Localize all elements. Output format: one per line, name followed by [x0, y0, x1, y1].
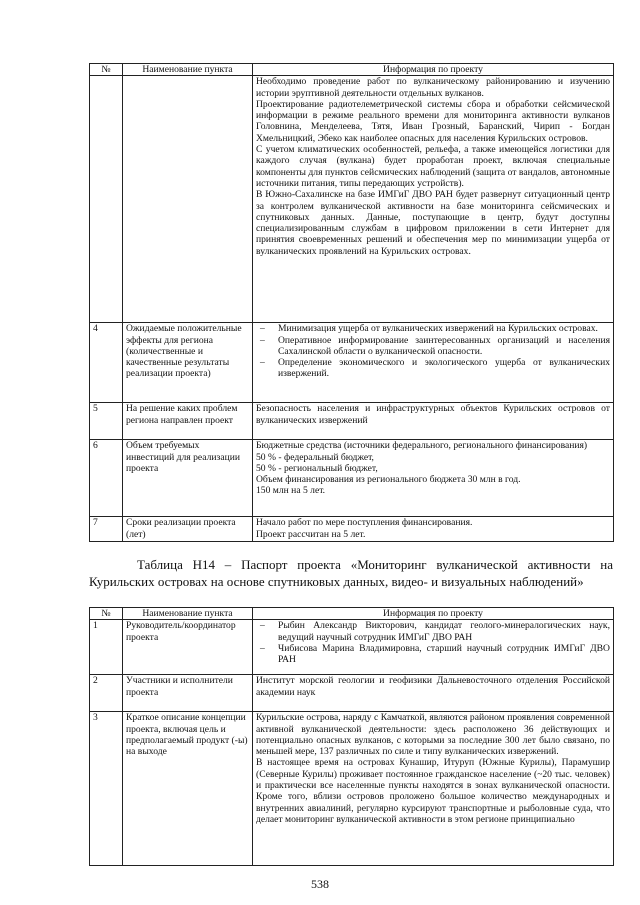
info-paragraph: Необходимо проведение работ по вулканическому районированию и изучению истории эруптивной деятельности отдельных вулканов. [256, 76, 610, 99]
table-header-row [90, 608, 614, 620]
row-item-name [123, 76, 253, 323]
info-line: Проект рассчитан на 5 лет. [256, 528, 366, 540]
header-item-name: Наименование пункта [123, 608, 253, 620]
list-item: – Рыбин Александр Викторович, кандидат геолого-минералогических наук, ведущий научный сотрудник ИМГиГ ДВО РАН [256, 620, 610, 643]
info-line: Объем финансирования из регионального бюджета 30 млн в год. [256, 474, 521, 486]
table-row [90, 517, 614, 542]
table-header-row [90, 64, 614, 76]
table-row [90, 403, 614, 440]
header-project-info: Информация по проекту [253, 64, 614, 76]
list-item: – Оперативное информирование заинтересованных организаций и населения Сахалинской области о вулканической опасности. [256, 335, 610, 358]
row-item-name: На решение каких проблем региона направлен проект [123, 403, 253, 440]
row-number [90, 76, 123, 323]
row-number: 7 [90, 517, 123, 542]
row-info [253, 620, 614, 675]
list-item: – Минимизация ущерба от вулканических извержений на Курильских островах. [256, 323, 610, 334]
row-item-name: Краткое описание концепции проекта, включая цель и предполагаемый продукт (-ы) на выходе [123, 712, 253, 866]
row-info [253, 517, 614, 542]
project-table-1 [89, 63, 614, 542]
row-item-name: Ожидаемые положительные эффекты для региона (количественные и качественные результаты реализации проекта) [123, 323, 253, 403]
info-paragraph: Безопасность населения и инфраструктурных объектов Курильских островов от вулканических извержений [256, 403, 610, 426]
info-paragraph: Проектирование радиотелеметрической системы сбора и обработки сейсмической информации в режиме реального времени для мониторинга активности вулканов Головнина, Менделеева, Тятя, Иван Грозный, Баранский, Чирип - Богдан Хмельницкий, Эбеко как наиболее опасных для населения Курильских островов. [256, 98, 610, 144]
table-row [90, 76, 614, 323]
info-paragraph: Курильские острова, наряду с Камчаткой, являются районом проявления современной активной вулканической деятельности: здесь расположено 36 действующих и потенциально опасных вулканов, с которыми за последние 300 лет было связано, по меньшей мере, 137 различных по силе и типу вулканических извержений. [256, 712, 610, 758]
row-info [253, 675, 614, 712]
row-item-name: Объем требуемых инвестиций для реализации проекта [123, 440, 253, 517]
list-item: – Чибисова Марина Владимировна, старший научный сотрудник ИМГиГ ДВО РАН [256, 643, 610, 666]
row-item-name: Сроки реализации проекта (лет) [123, 517, 253, 542]
table-row [90, 440, 614, 517]
header-project-info: Информация по проекту [253, 608, 614, 620]
row-number: 3 [90, 712, 123, 866]
row-item-name: Руководитель/координатор проекта [123, 620, 253, 675]
row-number: 5 [90, 403, 123, 440]
row-item-name: Участники и исполнители проекта [123, 675, 253, 712]
row-info [253, 712, 614, 866]
table-caption: Таблица Н14 – Паспорт проекта «Мониторинг вулканической активности на Курильских островах на основе спутниковых данных, видео- и визуальных наблюдений» [89, 557, 613, 589]
info-paragraph: Институт морской геологии и геофизики Дальневосточного отделения Российской академии наук [256, 675, 610, 698]
info-paragraph: В настоящее время на островах Кунашир, Итуруп (Южные Курилы), Парамушир (Северные Курилы) проживает постоянное гражданское население (~20 тыс. человек) и практически все населенные пункты находятся в зонах вулканической опасности. Кроме того, вблизи островов проложено большое количество международных и внутренних авиалиний, регулярно курсируют транспортные и рыболовные суда, что делает мониторинг вулканической активности в этом регионе принципиально [256, 757, 610, 825]
row-info [253, 440, 614, 517]
header-number: № [90, 608, 123, 620]
info-line: 50 % - федеральный бюджет, [256, 451, 374, 463]
header-number: № [90, 64, 123, 76]
info-paragraph: С учетом климатических особенностей, рельефа, а также имеющейся логистики для каждого случая (вулкана) будет проработан проект, включая специальные компоненты для пунктов сейсмических наблюдений (защита от вандалов, автономные источники питания, типы передающих устройств). [256, 144, 610, 189]
table-row [90, 323, 614, 403]
row-info [253, 403, 614, 440]
info-line: Бюджетные средства (источники федерального, регионального финансирования) [256, 440, 588, 452]
list-item: – Определение экономического и экологического ущерба от вулканических извержений. [256, 357, 610, 380]
info-paragraph: В Южно-Сахалинске на базе ИМГиГ ДВО РАН будет развернут ситуационный центр за контролем вулканической активности на базе мониторинга сейсмических и спутниковых данных. Данные, поступающие в центр, будут доступны специализированным службам в цифровом приложении в сети Интернет для принятия своевременных решений и обеспечения мер по минимизации ущерба от вулканических проявлений на Курильских островах. [256, 189, 610, 257]
project-table-2 [89, 607, 614, 866]
table-row [90, 675, 614, 712]
row-number: 6 [90, 440, 123, 517]
row-info [253, 76, 614, 323]
row-number: 2 [90, 675, 123, 712]
page-number: 538 [311, 877, 329, 891]
info-line: 50 % - региональный бюджет, [256, 462, 378, 474]
effects-list [256, 323, 610, 379]
leaders-list [256, 620, 610, 665]
table-row [90, 620, 614, 675]
row-number: 1 [90, 620, 123, 675]
row-number: 4 [90, 323, 123, 403]
info-line: Начало работ по мере поступления финансирования. [256, 517, 473, 529]
row-info [253, 323, 614, 403]
header-item-name: Наименование пункта [123, 64, 253, 76]
table-row [90, 712, 614, 866]
info-line: 150 млн на 5 лет. [256, 485, 326, 497]
